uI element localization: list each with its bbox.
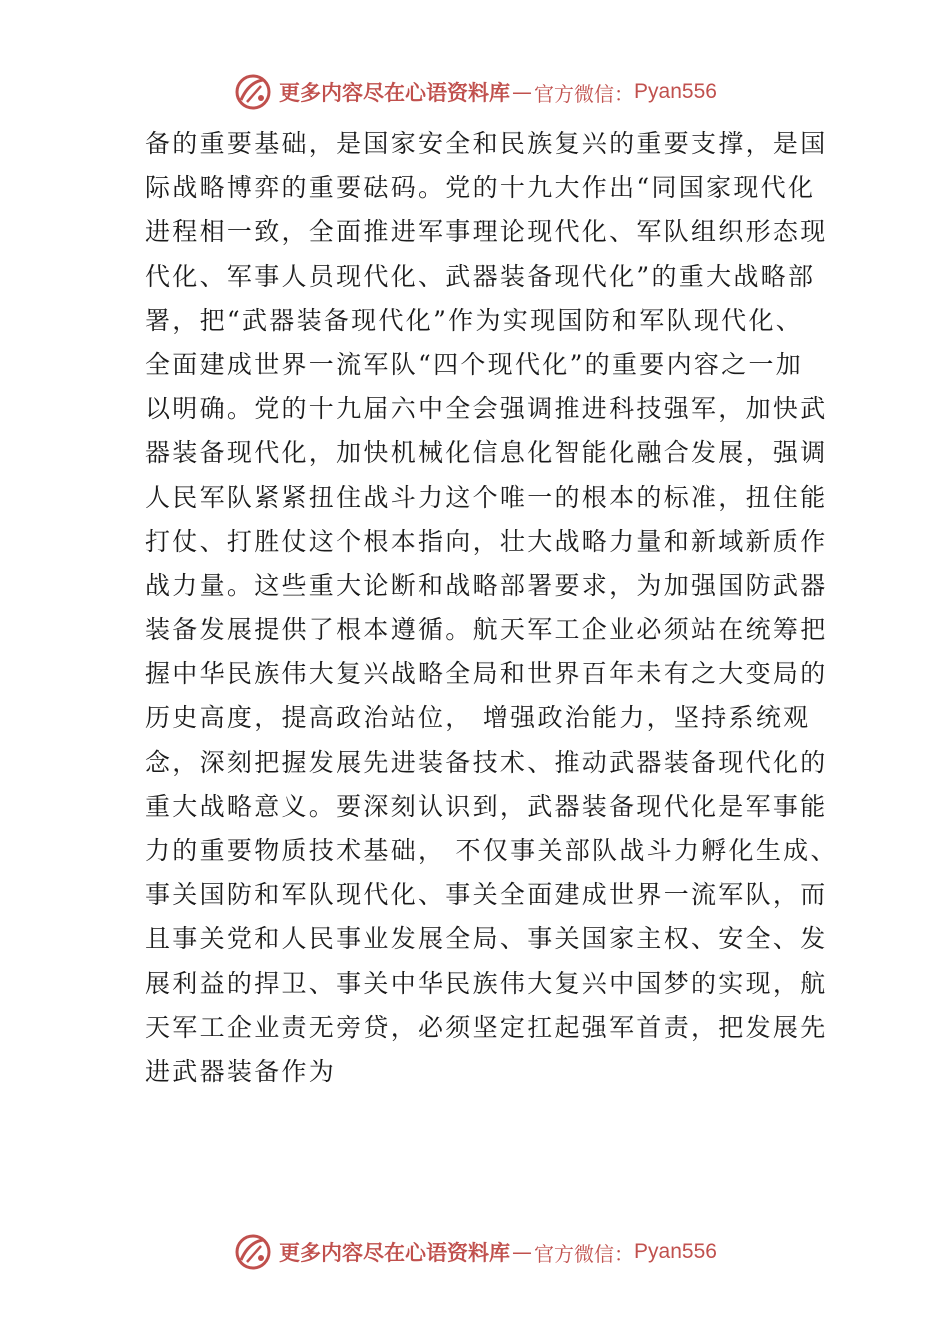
banner-separator: —: [512, 80, 533, 104]
banner-brand-text: 更多内容尽在心语资料库: [279, 80, 511, 105]
body-line: 全面建成世界一流军队“四个现代化”的重要内容之一加: [145, 349, 804, 379]
banner-wechat-label: 官方微信：: [534, 81, 635, 106]
body-line: 握中华民族伟大复兴战略全局和世界百年未有之大变局的: [145, 659, 828, 689]
body-line: 备的重要基础，是国家安全和民族复兴的重要支撑，是国: [145, 129, 828, 158]
body-line: 际战略博弈的重要砝码。党的十九大作出“同国家现代化: [145, 173, 816, 203]
body-line: 署，把“武器装备现代化”作为实现国防和军队现代化、: [145, 305, 804, 335]
banner-wechat-label: 官方微信：: [534, 1241, 635, 1266]
body-line: 装备发展提供了根本遵循。航天军工企业必须站在统筹把: [145, 615, 828, 645]
body-line: 以明确。党的十九届六中全会强调推进科技强军，加快武: [145, 394, 828, 424]
banner-separator: —: [512, 1240, 533, 1264]
body-line: 战力量。这些重大论断和战略部署要求，为加强国防武器: [145, 570, 828, 600]
document-body: [145, 122, 838, 1094]
body-line: 天军工企业责无旁贷，必须坚定扛起强军首责，把发展先: [145, 1012, 828, 1042]
body-line: 力的重要物质技术基础， 不仅事关部队战斗力孵化生成、: [145, 836, 838, 865]
body-line: 进武器装备作为: [145, 1056, 337, 1086]
body-line: 重大战略意义。要深刻认识到，武器装备现代化是军事能: [145, 791, 828, 821]
body-line: 事关国防和军队现代化、事关全面建成世界一流军队，而: [145, 880, 828, 910]
body-line: 人民军队紧紧扭住战斗力这个唯一的根本的标准，扭住能: [145, 482, 828, 512]
header-banner: [0, 70, 950, 114]
banner-wechat-id: Pyan556: [634, 80, 717, 103]
body-line: 打仗、打胜仗这个根本指向，壮大战略力量和新域新质作: [145, 526, 828, 556]
banner-brand-text: 更多内容尽在心语资料库: [279, 1240, 511, 1265]
body-line: 器装备现代化，加快机械化信息化智能化融合发展，强调: [145, 438, 828, 468]
body-line: 历史高度，提高政治站位， 增强政治能力，坚持系统观: [145, 703, 811, 733]
body-line: 且事关党和人民事业发展全局、事关国家主权、安全、发: [145, 924, 828, 954]
banner-wechat-id: Pyan556: [634, 1240, 717, 1263]
body-line: 进程相一致，全面推进军事理论现代化、军队组织形态现: [145, 217, 828, 247]
brand-logo-icon: [233, 72, 273, 112]
body-line: 展利益的捍卫、事关中华民族伟大复兴中国梦的实现，航: [145, 968, 828, 998]
body-line: 念，深刻把握发展先进装备技术、推动武器装备现代化的: [145, 747, 828, 777]
brand-logo-icon: [233, 1232, 273, 1272]
body-line: 代化、军事人员现代化、武器装备现代化”的重大战略部: [145, 261, 816, 291]
footer-banner: [0, 1230, 950, 1274]
